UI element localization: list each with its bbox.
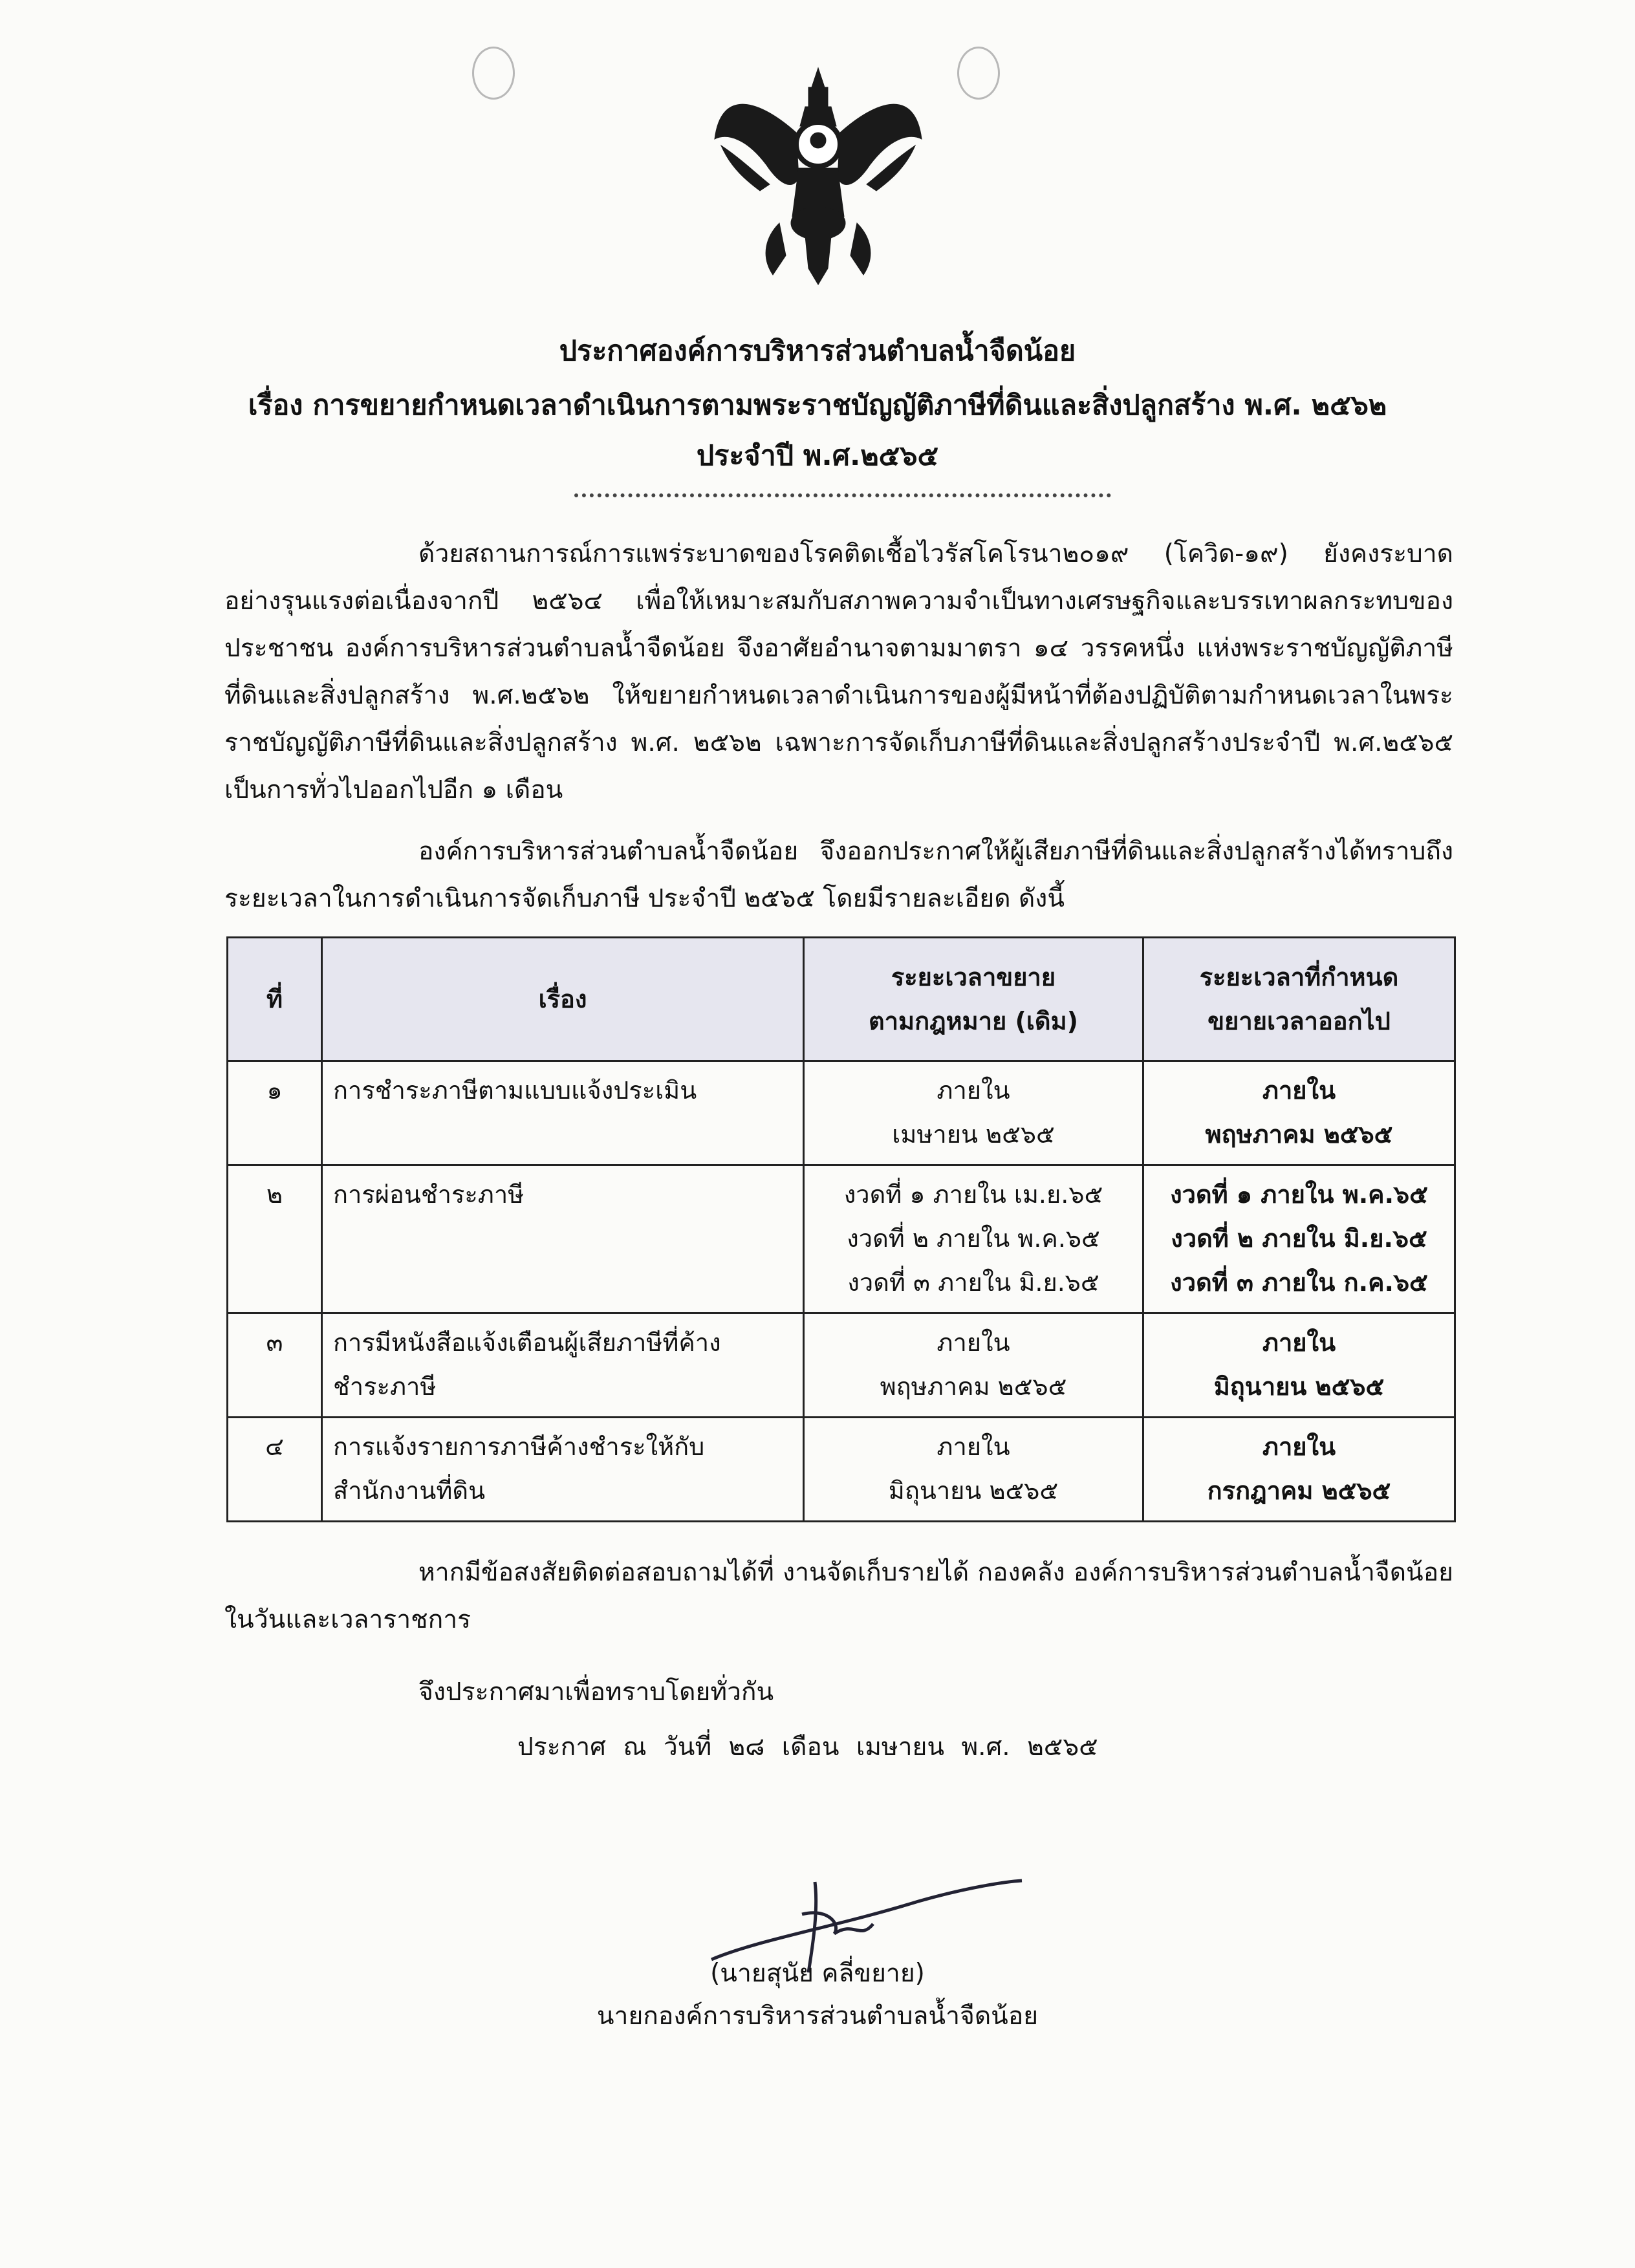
- tax-schedule-table: [226, 936, 1456, 1522]
- row-extended-period: ภายใน มิถุนายน ๒๕๖๕: [1143, 1313, 1455, 1418]
- announcement-subject: เรื่อง การขยายกำหนดเวลาดำเนินการตามพระราชบัญญัติภาษีที่ดินและสิ่งปลูกสร้าง พ.ศ. ๒๕๖๒: [248, 389, 1387, 422]
- row-subject: การมีหนังสือแจ้งเตือนผู้เสียภาษีที่ค้าง ชำระภาษี: [322, 1313, 804, 1418]
- row-extended-period: ภายใน กรกฎาคม ๒๕๖๕: [1143, 1418, 1455, 1522]
- header-no: ที่: [228, 938, 322, 1061]
- garuda-emblem-icon: [708, 61, 928, 288]
- table-row: [228, 1165, 1455, 1313]
- signer-name: (นายสุนัย คลี่ขยาย): [710, 1959, 925, 1988]
- announcement-year: ประจำปี พ.ศ.๒๕๖๕: [696, 440, 939, 472]
- body-paragraph-1: ด้วยสถานการณ์การแพร่ระบาดของโรคติดเชื้อไวรัสโคโรนา๒๐๑๙ (โควิด-๑๙) ยังคงระบาดอย่างรุนแรงต่อเนื่องจากปี ๒๕๖๔ เพื่อให้เหมาะสมกับสภาพความจำเป็นทางเศรษฐกิจและบรรเทาผลกระทบของประชาชน องค์การบริหารส่วนตำบลน้ำจืดน้อย จึงอาศัยอำนาจตามมาตรา ๑๔ วรรคหนึ่ง แห่งพระราชบัญญัติภาษีที่ดินและสิ่งปลูกสร้าง พ.ศ.๒๕๖๒ ให้ขยายกำหนดเวลาดำเนินการของผู้มีหน้าที่ต้องปฏิบัติตามกำหนดเวลาในพระราชบัญญัติภาษีที่ดินและสิ่งปลูกสร้าง พ.ศ. ๒๕๖๒ เฉพาะการจัดเก็บภาษีที่ดินและสิ่งปลูกสร้างประจำปี พ.ศ.๒๕๖๕ เป็นการทั่วไปออกไปอีก ๑ เดือน: [224, 539, 1453, 805]
- row-original-period: ภายใน พฤษภาคม ๒๕๖๕: [804, 1313, 1143, 1418]
- row-original-period: ภายใน มิถุนายน ๒๕๖๕: [804, 1418, 1143, 1522]
- table-header-row: [228, 938, 1455, 1061]
- header-original-period: ระยะเวลาขยาย ตามกฎหมาย (เดิม): [804, 938, 1143, 1061]
- row-extended-period: ภายใน พฤษภาคม ๒๕๖๕: [1143, 1061, 1455, 1165]
- announcement-title: ประกาศองค์การบริหารส่วนตำบลน้ำจืดน้อย: [559, 335, 1076, 367]
- header-extended-period: ระยะเวลาที่กำหนด ขยายเวลาออกไป: [1143, 938, 1455, 1061]
- punch-hole-right: [957, 47, 1000, 100]
- punch-hole-left: [472, 47, 515, 100]
- closing-line: จึงประกาศมาเพื่อทราบโดยทั่วกัน: [418, 1678, 774, 1707]
- row-extended-period: งวดที่ ๑ ภายใน พ.ค.๖๕ งวดที่ ๒ ภายใน มิ.ย.๖๕ งวดที่ ๓ ภายใน ก.ค.๖๕: [1143, 1165, 1455, 1313]
- row-subject: การแจ้งรายการภาษีค้างชำระให้กับ สำนักงานที่ดิน: [322, 1418, 804, 1522]
- table-row: [228, 1313, 1455, 1418]
- contact-paragraph: หากมีข้อสงสัยติดต่อสอบถามได้ที่ งานจัดเก็บรายได้ กองคลัง องค์การบริหารส่วนตำบลน้ำจืดน้อย ในวันและเวลาราชการ: [224, 1558, 1453, 1634]
- announcement-date: ประกาศ ณ วันที่ ๒๘ เดือน เมษายน พ.ศ. ๒๕๖๕: [517, 1733, 1098, 1762]
- row-number: ๔: [228, 1418, 322, 1522]
- header-subject: เรื่อง: [322, 938, 804, 1061]
- row-original-period: งวดที่ ๑ ภายใน เม.ย.๖๕ งวดที่ ๒ ภายใน พ.ค.๖๕ งวดที่ ๓ ภายใน มิ.ย.๖๕: [804, 1165, 1143, 1313]
- row-number: ๓: [228, 1313, 322, 1418]
- row-original-period: ภายใน เมษายน ๒๕๖๕: [804, 1061, 1143, 1165]
- row-subject: การผ่อนชำระภาษี: [322, 1165, 804, 1313]
- body-paragraph-2: องค์การบริหารส่วนตำบลน้ำจืดน้อย จึงออกประกาศให้ผู้เสียภาษีที่ดินและสิ่งปลูกสร้างได้ทราบถึงระยะเวลาในการดำเนินการจัดเก็บภาษี ประจำปี ๒๕๖๕ โดยมีรายละเอียด ดังนี้: [224, 837, 1453, 913]
- row-subject: การชำระภาษีตามแบบแจ้งประเมิน: [322, 1061, 804, 1165]
- table-row: [228, 1061, 1455, 1165]
- row-number: ๒: [228, 1165, 322, 1313]
- row-number: ๑: [228, 1061, 322, 1165]
- title-divider: [574, 493, 1111, 497]
- signer-title: นายกองค์การบริหารส่วนตำบลน้ำจืดน้อย: [596, 2002, 1039, 2031]
- table-row: [228, 1418, 1455, 1522]
